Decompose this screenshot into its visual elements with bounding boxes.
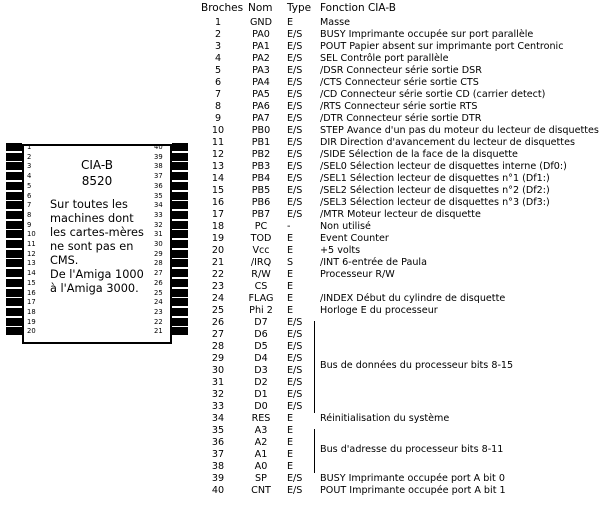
pin-n-cell: 18 (211, 221, 225, 232)
pin-nom-cell: D4 (254, 353, 268, 364)
pin-f-cell: SEL Contrôle port parallèle (320, 53, 449, 64)
chip-pin-number: 29 (154, 249, 163, 258)
pin-type-column (287, 17, 302, 497)
pin-n-cell: 9 (214, 113, 222, 124)
chip-pin (172, 230, 188, 238)
chip-pin (172, 172, 188, 180)
pin-type-cell: E/S (287, 113, 303, 124)
pin-f-cell: /DSR Connecteur série sortie DSR (320, 65, 482, 76)
pin-f-cell: POUT Papier absent sur imprimante port Centronic (320, 41, 564, 52)
pin-nom-cell: PB5 (251, 185, 271, 196)
chip-note (50, 198, 170, 296)
chip-pin (6, 279, 22, 287)
chip-pin-number: 10 (27, 230, 36, 239)
pin-f-cell: DIR Direction d'avancement du lecteur de disquettes (320, 137, 575, 148)
data-bus-bracket (314, 321, 315, 413)
pin-n-cell: 19 (211, 233, 225, 244)
chip-pin-number: 22 (154, 317, 163, 326)
pin-nom-cell: D0 (254, 401, 268, 412)
pin-n-cell: 22 (211, 269, 225, 280)
pin-nom-cell: PB6 (251, 197, 271, 208)
pin-number-column (205, 17, 231, 497)
pin-nom-cell: PB3 (251, 161, 271, 172)
pin-nom-cell: PB0 (251, 125, 271, 136)
pin-type-cell: E/S (287, 365, 303, 376)
chip-pin (6, 240, 22, 248)
chip-pin-number: 16 (27, 288, 36, 297)
pin-nom-cell: FLAG (248, 293, 274, 304)
chip-pin (172, 240, 188, 248)
chip-pin (172, 162, 188, 170)
pin-nom-cell: PA4 (252, 77, 270, 88)
chip-pin (6, 192, 22, 200)
chip-pin (6, 259, 22, 267)
pin-nom-cell: CS (254, 281, 268, 292)
chip-pin-number: 37 (154, 172, 163, 181)
chip-pin (6, 211, 22, 219)
chip-pin (172, 201, 188, 209)
pin-f-cell: /CTS Connecteur série sortie CTS (320, 77, 479, 88)
pin-n-cell: 10 (211, 125, 225, 136)
pin-nom-cell: PC (254, 221, 268, 232)
pin-n-cell: 1 (214, 17, 222, 28)
chip-pin-number: 3 (27, 162, 32, 171)
chip-note-line: à l'Amiga 3000. (50, 282, 139, 295)
pin-n-cell: 2 (214, 29, 222, 40)
pin-nom-cell: CNT (251, 485, 271, 496)
chip-pin-number: 36 (154, 181, 163, 190)
pin-n-cell: 40 (211, 485, 225, 496)
pin-type-cell: E (287, 269, 294, 280)
chip-pin (6, 327, 22, 335)
pin-nom-cell: Phi 2 (249, 305, 273, 316)
pin-f-cell (320, 329, 599, 341)
pin-f-cell: /SEL1 Sélection lecteur de disquettes n°1 (Df1:) (320, 173, 550, 184)
pin-n-cell: 31 (211, 377, 225, 388)
pin-type-cell: E/S (287, 353, 303, 364)
chip-pin (6, 289, 22, 297)
pin-n-cell: 24 (211, 293, 225, 304)
chip-pin-number: 18 (27, 307, 36, 316)
pin-type-cell: E/S (287, 89, 303, 100)
pin-n-cell: 5 (214, 65, 222, 76)
pin-nom-cell: SP (255, 473, 267, 484)
chip-pin (172, 279, 188, 287)
address-bus-bracket (314, 429, 315, 473)
pin-f-cell (320, 317, 599, 329)
pin-type-cell: E/S (287, 137, 303, 148)
pin-type-cell: E (287, 425, 294, 436)
chip-pin (172, 308, 188, 316)
pin-type-cell: E (287, 449, 294, 460)
pin-type-cell: E (287, 461, 294, 472)
chip-pin (6, 298, 22, 306)
pin-f-cell: /INT 6-entrée de Paula (320, 257, 427, 268)
pin-f-cell (320, 341, 599, 353)
chip-pin-number: 32 (154, 220, 163, 229)
pin-type-cell: E/S (287, 209, 303, 220)
pin-f-cell: Réinitialisation du système (320, 413, 450, 424)
chip-pin-number: 24 (154, 298, 163, 307)
chip-note-line: machines dont (50, 212, 134, 225)
pin-type-cell: E (287, 293, 294, 304)
chip-pin-number: 20 (27, 327, 36, 336)
chip-pin-number: 25 (154, 288, 163, 297)
chip-pin (6, 221, 22, 229)
pin-type-cell: E (287, 305, 294, 316)
pin-type-cell: E/S (287, 53, 303, 64)
pin-type-cell: E (287, 413, 294, 424)
chip-pin (6, 230, 22, 238)
chip-pin (172, 250, 188, 258)
pin-n-cell: 36 (211, 437, 225, 448)
pin-nom-cell: D2 (254, 377, 268, 388)
pin-type-cell: E/S (287, 173, 303, 184)
pin-type-cell: E/S (287, 149, 303, 160)
chip-pin-number: 13 (27, 259, 36, 268)
header-fonction: Fonction CIA-B (320, 2, 396, 14)
chip-pin (172, 259, 188, 267)
chip-pin (172, 143, 188, 151)
chip-pin-number: 4 (27, 172, 32, 181)
pin-nom-cell: PB7 (251, 209, 271, 220)
pin-function-column (320, 17, 599, 497)
chip-pin-number: 27 (154, 269, 163, 278)
pin-type-cell: E/S (287, 401, 303, 412)
pin-nom-cell: TOD (250, 233, 272, 244)
pin-nom-cell: A1 (254, 449, 268, 460)
data-bus-label: Bus de données du processeur bits 8-15 (320, 360, 514, 371)
chip-pin-number: 2 (27, 152, 32, 161)
pin-type-cell: E/S (287, 377, 303, 388)
pin-f-cell (320, 281, 599, 293)
pin-f-cell: /MTR Moteur lecteur de disquette (320, 209, 481, 220)
chip-pin (6, 318, 22, 326)
chip-note-line: les cartes-mères (50, 226, 144, 239)
chip-pin-number: 35 (154, 191, 163, 200)
pin-f-cell: Event Counter (320, 233, 389, 244)
pin-type-cell: E/S (287, 65, 303, 76)
pin-f-cell: /DTR Connecteur série sortie DTR (320, 113, 482, 124)
pin-f-cell: +5 volts (320, 245, 361, 256)
pin-type-cell: - (287, 221, 291, 232)
pin-f-cell: /SEL3 Sélection lecteur de disquettes n°3 (Df3:) (320, 197, 550, 208)
chip-pin-number: 6 (27, 191, 32, 200)
pin-nom-cell: PA7 (252, 113, 270, 124)
pin-type-cell: E (287, 245, 294, 256)
pin-n-cell: 13 (211, 161, 225, 172)
chip-pin (6, 269, 22, 277)
pin-type-cell: E/S (287, 485, 303, 496)
pin-n-cell: 17 (211, 209, 225, 220)
pin-type-cell: E/S (287, 77, 303, 88)
pin-nom-cell: PA2 (252, 53, 270, 64)
pin-f-cell: /SEL2 Sélection lecteur de disquettes n°2 (Df2:) (320, 185, 550, 196)
chip-pin-number: 28 (154, 259, 163, 268)
pin-nom-cell: D7 (254, 317, 268, 328)
pin-f-cell: BUSY Imprimante occupée port A bit 0 (320, 473, 505, 484)
pin-nom-cell: PA0 (252, 29, 270, 40)
chip-pin (172, 211, 188, 219)
pin-nom-cell: RES (251, 413, 271, 424)
pin-n-cell: 14 (211, 173, 225, 184)
chip-pin-number: 39 (154, 152, 163, 161)
pin-f-cell (320, 425, 599, 437)
chip-pin-number: 7 (27, 201, 32, 210)
pin-n-cell: 12 (211, 149, 225, 160)
pin-n-cell: 26 (211, 317, 225, 328)
header-nom: Nom (248, 2, 273, 14)
pin-n-cell: 21 (211, 257, 225, 268)
chip-pin (172, 327, 188, 335)
pin-type-cell: E (287, 281, 294, 292)
chip-pin-number: 21 (154, 327, 163, 336)
pin-n-cell: 32 (211, 389, 225, 400)
pin-n-cell: 35 (211, 425, 225, 436)
pin-type-cell: E/S (287, 197, 303, 208)
pin-type-cell: E/S (287, 185, 303, 196)
chip-pin (6, 250, 22, 258)
pin-type-cell: E/S (287, 329, 303, 340)
chip-note-line: Sur toutes les (50, 198, 128, 211)
chip-pin-number: 38 (154, 162, 163, 171)
chip-pin-number: 30 (154, 240, 163, 248)
pin-type-cell: E (287, 17, 294, 28)
pin-f-cell: /SEL0 Sélection lecteur de disquettes interne (Df0:) (320, 161, 567, 172)
pin-type-cell: E (287, 233, 294, 244)
chip-pin (172, 318, 188, 326)
pin-name-column (246, 17, 276, 497)
pin-type-cell: E/S (287, 341, 303, 352)
chip-pin-number: 34 (154, 201, 163, 210)
pin-type-cell: E/S (287, 101, 303, 112)
pin-type-cell: E/S (287, 29, 303, 40)
pin-n-cell: 38 (211, 461, 225, 472)
chip-pin-number: 26 (154, 278, 163, 287)
chip-pin (172, 298, 188, 306)
pin-n-cell: 20 (211, 245, 225, 256)
pin-nom-cell: PA5 (252, 89, 270, 100)
pin-f-cell: Horloge E du processeur (320, 305, 438, 316)
pin-nom-cell: A0 (254, 461, 268, 472)
chip-pin-number: 31 (154, 230, 163, 239)
pin-type-cell: E/S (287, 41, 303, 52)
pin-f-cell (320, 401, 599, 413)
chip-model: 8520 (81, 174, 113, 188)
pin-f-cell: BUSY Imprimante occupée sur port parallèle (320, 29, 534, 40)
pin-nom-cell: /IRQ (250, 257, 272, 268)
pin-f-cell: POUT Imprimante occupée port A bit 1 (320, 485, 506, 496)
pin-nom-cell: PB4 (251, 173, 271, 184)
chip-pin-number: 12 (27, 249, 36, 258)
pin-n-cell: 27 (211, 329, 225, 340)
pin-nom-cell: PB1 (251, 137, 271, 148)
pin-type-cell: E/S (287, 473, 303, 484)
chip-pin-number: 11 (27, 240, 36, 248)
chip-pin (6, 143, 22, 151)
pin-n-cell: 15 (211, 185, 225, 196)
pin-nom-cell: A3 (254, 425, 268, 436)
chip-pin-number: 15 (27, 278, 36, 287)
chip-pin (172, 192, 188, 200)
pin-type-cell: S (287, 257, 294, 268)
pin-f-cell: Non utilisé (320, 221, 371, 232)
pin-f-cell (320, 461, 599, 473)
pin-f-cell (320, 377, 599, 389)
chip-pin-number: 19 (27, 317, 36, 326)
pin-f-cell: Masse (320, 17, 351, 28)
chip-pin (172, 182, 188, 190)
pin-n-cell: 28 (211, 341, 225, 352)
pin-type-cell: E/S (287, 125, 303, 136)
pin-nom-cell: D5 (254, 341, 268, 352)
chip-pin (6, 162, 22, 170)
chip-pin-number: 14 (27, 269, 36, 278)
chip-pin-number: 23 (154, 307, 163, 316)
header-broches: Broches (201, 2, 244, 14)
pin-n-cell: 7 (214, 89, 222, 100)
chip-pin (6, 308, 22, 316)
chip-pin-number: 9 (27, 220, 32, 229)
pin-type-cell: E/S (287, 389, 303, 400)
pin-f-cell: STEP Avance d'un pas du moteur du lecteur de disquettes (320, 125, 599, 136)
pin-nom-cell: A2 (254, 437, 268, 448)
pin-n-cell: 29 (211, 353, 225, 364)
pin-nom-cell: PA6 (252, 101, 270, 112)
chip-pin (6, 172, 22, 180)
chip-pin (172, 289, 188, 297)
pin-n-cell: 30 (211, 365, 225, 376)
pin-n-cell: 6 (214, 77, 222, 88)
chip-pin (172, 269, 188, 277)
pin-n-cell: 33 (211, 401, 225, 412)
chip-pin (6, 153, 22, 161)
pin-nom-cell: D1 (254, 389, 268, 400)
pin-f-cell: /SIDE Sélection de la face de la disquette (320, 149, 518, 160)
address-bus-label: Bus d'adresse du processeur bits 8-11 (320, 444, 504, 455)
pin-nom-cell: PA1 (252, 41, 270, 52)
pin-type-cell: E/S (287, 161, 303, 172)
pin-nom-cell: PB2 (251, 149, 271, 160)
chip-pin-number: 5 (27, 181, 32, 190)
pin-nom-cell: Vcc (252, 245, 270, 256)
pin-n-cell: 34 (211, 413, 225, 424)
pin-nom-cell: D3 (254, 365, 268, 376)
pin-nom-cell: D6 (254, 329, 268, 340)
chip-pin (6, 201, 22, 209)
pin-f-cell (320, 389, 599, 401)
pin-type-cell: E (287, 437, 294, 448)
header-type: Type (287, 2, 312, 14)
pin-n-cell: 16 (211, 197, 225, 208)
chip-pin (172, 153, 188, 161)
pin-n-cell: 37 (211, 449, 225, 460)
chip-pin (6, 182, 22, 190)
pin-nom-cell: GND (250, 17, 272, 28)
pin-f-cell: /CD Connecteur série sortie CD (carrier detect) (320, 89, 546, 100)
pin-f-cell: /INDEX Début du cylindre de disquette (320, 293, 506, 304)
chip-name: CIA-B (81, 158, 113, 172)
chip-pin (172, 221, 188, 229)
pin-n-cell: 11 (211, 137, 225, 148)
pin-f-cell: /RTS Connecteur série sortie RTS (320, 101, 478, 112)
chip-note-line: ne sont pas en (50, 240, 134, 253)
pin-n-cell: 23 (211, 281, 225, 292)
pin-n-cell: 25 (211, 305, 225, 316)
pin-n-cell: 3 (214, 41, 222, 52)
chip-pin-number: 1 (27, 143, 32, 151)
chip-pin-number: 17 (27, 298, 36, 307)
pin-nom-cell: PA3 (252, 65, 270, 76)
chip-pin-number: 8 (27, 210, 32, 219)
pin-nom-cell: R/W (251, 269, 271, 280)
chip-pin-number: 33 (154, 210, 163, 219)
pin-n-cell: 8 (214, 101, 222, 112)
pin-n-cell: 39 (211, 473, 225, 484)
chip-note-line: CMS. (50, 254, 79, 267)
chip-pin-number: 40 (154, 143, 163, 151)
pin-n-cell: 4 (214, 53, 222, 64)
pin-f-cell: Processeur R/W (320, 269, 395, 280)
pin-type-cell: E/S (287, 317, 303, 328)
chip-note-line: De l'Amiga 1000 (50, 268, 144, 281)
